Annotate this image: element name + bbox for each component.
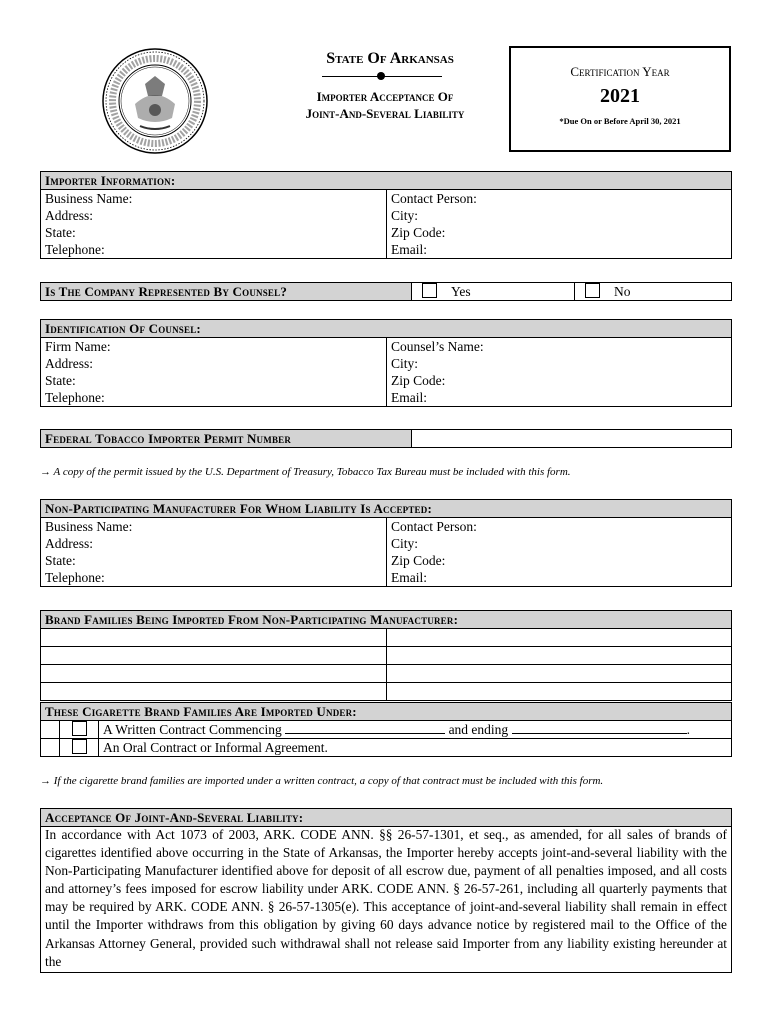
counsel-email-field[interactable]: Email: [387, 389, 732, 407]
brand-family-cell[interactable] [387, 665, 732, 683]
counsel-info-table [40, 319, 732, 407]
npm-address-field[interactable]: Address: [41, 535, 387, 552]
cert-year-value: 2021 [600, 85, 640, 107]
written-contract-checkbox[interactable] [72, 721, 87, 736]
npm-city-field[interactable]: City: [387, 535, 732, 552]
counsel-no-checkbox[interactable] [585, 283, 600, 298]
counsel-question-table [40, 282, 732, 301]
brand-family-cell[interactable] [387, 647, 732, 665]
acceptance-heading: Acceptance Of Joint-And-Several Liability: [41, 809, 732, 827]
divider-bullet-icon [377, 72, 385, 80]
written-contract-row [99, 721, 732, 739]
npm-contact-person-field[interactable]: Contact Person: [387, 518, 732, 536]
brand-family-cell[interactable] [41, 629, 387, 647]
counsel-yes-checkbox[interactable] [422, 283, 437, 298]
contract-start-date-field[interactable] [285, 721, 445, 734]
brand-family-cell[interactable] [41, 683, 387, 701]
state-seal-icon [100, 46, 210, 156]
counsel-info-heading: Identification Of Counsel: [41, 320, 732, 338]
npm-state-field[interactable]: State: [41, 552, 387, 569]
importer-telephone-field[interactable]: Telephone: [41, 241, 387, 259]
brand-families-table [40, 610, 732, 701]
written-contract-label: A Written Contract Commencing [103, 722, 282, 737]
importer-city-field[interactable]: City: [387, 207, 732, 224]
oral-contract-option[interactable] [60, 739, 99, 757]
permit-number-label: Federal Tobacco Importer Permit Number [41, 430, 412, 448]
importer-info-heading: Importer Information: [41, 172, 732, 190]
counsel-state-field[interactable]: State: [41, 372, 387, 389]
importer-info-table [40, 171, 732, 259]
permit-note: → A copy of the permit issued by the U.S. Department of Treasury, Tobacco Tax Bureau must be included with this form. [40, 466, 571, 478]
contract-table [40, 702, 732, 757]
permit-table [40, 429, 732, 448]
written-contract-option[interactable] [60, 721, 99, 739]
counsel-no-option[interactable] [575, 283, 732, 301]
counsel-name-field[interactable]: Counsel’s Name: [387, 338, 732, 356]
counsel-city-field[interactable]: City: [387, 355, 732, 372]
brand-family-cell[interactable] [387, 683, 732, 701]
cert-due-date: *Due On or Before April 30, 2021 [559, 116, 681, 126]
counsel-firm-name-field[interactable]: Firm Name: [41, 338, 387, 356]
counsel-telephone-field[interactable]: Telephone: [41, 389, 387, 407]
counsel-yes-label: Yes [451, 284, 471, 299]
oral-contract-checkbox[interactable] [72, 739, 87, 754]
importer-contact-person-field[interactable]: Contact Person: [387, 190, 732, 208]
importer-email-field[interactable]: Email: [387, 241, 732, 259]
certification-year-box [509, 46, 731, 152]
form-subtitle-line2: Joint-And-Several Liability [305, 106, 465, 121]
importer-business-name-field[interactable]: Business Name: [41, 190, 387, 208]
brand-family-cell[interactable] [387, 629, 732, 647]
importer-address-field[interactable]: Address: [41, 207, 387, 224]
permit-number-field[interactable] [412, 430, 732, 448]
importer-state-field[interactable]: State: [41, 224, 387, 241]
cert-year-label: Certification Year [570, 64, 670, 79]
counsel-yes-option[interactable] [412, 283, 575, 301]
counsel-no-label: No [614, 284, 631, 299]
npm-email-field[interactable]: Email: [387, 569, 732, 587]
form-subtitle-line1: Importer Acceptance Of [316, 89, 454, 104]
counsel-zip-field[interactable]: Zip Code: [387, 372, 732, 389]
counsel-address-field[interactable]: Address: [41, 355, 387, 372]
npm-info-table [40, 499, 732, 587]
brand-family-cell[interactable] [41, 665, 387, 683]
contract-end-period: . [686, 722, 690, 737]
importer-zip-field[interactable]: Zip Code: [387, 224, 732, 241]
npm-telephone-field[interactable]: Telephone: [41, 569, 387, 587]
contract-end-date-field[interactable] [512, 721, 687, 734]
npm-business-name-field[interactable]: Business Name: [41, 518, 387, 536]
contract-heading: These Cigarette Brand Families Are Imported Under: [41, 703, 732, 721]
form-title: State Of Arkansas [326, 50, 454, 67]
npm-zip-field[interactable]: Zip Code: [387, 552, 732, 569]
acceptance-table [40, 808, 732, 827]
acceptance-statement: In accordance with Act 1073 of 2003, ARK. CODE ANN. §§ 26-57-1301, et seq., as amended, for all sales of brands of cigarettes identified above occurring in the State of Arkansas, the Importer hereby accepts joint-and-several liability with the Non-Participating Manufacturer identified above for deposit of all escrow due, payment of all penalties imposed, and all costs and attorney’s fees imposed for escrow liability under ARK. CODE ANN. § 26-57-261, including all quarterly payments that may be required by ARK. CODE ANN. § 26-57-1305(e). This acceptance of joint-and-several liability shall remain in effect until the Importer withdraws from this obligation by giving 60 days advance notice by registered mail to the Office of the Arkansas Attorney General, provided such withdrawal shall not release said Importer from any liability existing hereunder at the [40, 826, 732, 973]
oral-contract-label: An Oral Contract or Informal Agreement. [99, 739, 732, 757]
brand-family-cell[interactable] [41, 647, 387, 665]
brand-families-heading: Brand Families Being Imported From Non-Participating Manufacturer: [41, 611, 732, 629]
counsel-question-label: Is The Company Represented By Counsel? [41, 283, 412, 301]
contract-note: → If the cigarette brand families are imported under a written contract, a copy of that contract must be included with this form. [40, 775, 604, 787]
npm-info-heading: Non-Participating Manufacturer For Whom Liability Is Accepted: [41, 500, 732, 518]
contract-ending-label: and ending [448, 722, 509, 737]
